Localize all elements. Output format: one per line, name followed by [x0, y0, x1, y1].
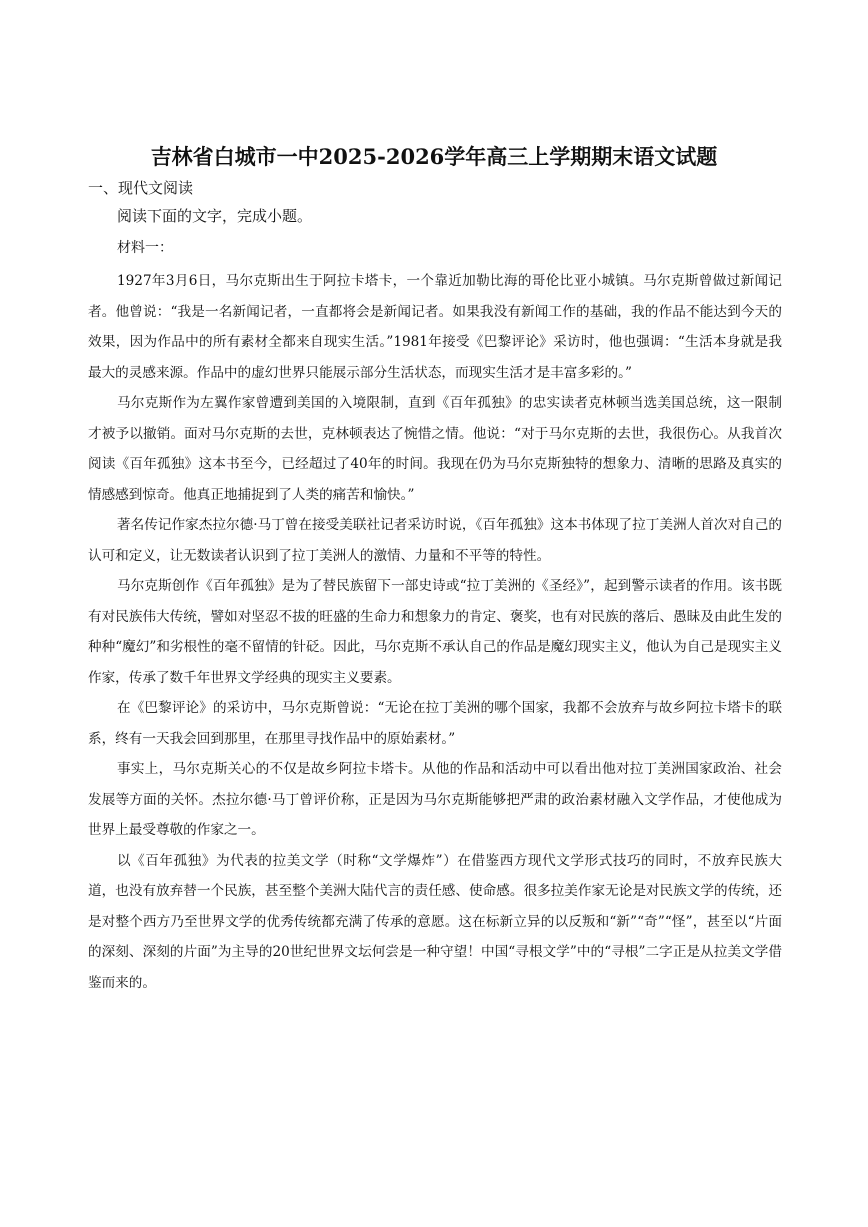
- document-title: 吉林省白城市一中2025-2026学年高三上学期期末语文试题: [150, 144, 718, 169]
- paragraph: 马尔克斯创作《百年孤独》是为了替民族留下一部史诗或“拉丁美洲的《圣经》”，起到警示读者的作用。该书既有对民族伟大传统，譬如对坚忍不拔的旺盛的生命力和想象力的肯定、褒奖，也有对民族的落后、愚昧及由此生发的种种“魔幻”和劣根性的毫不留情的针砭。因此，马尔克斯不承认自己的作品是魔幻现实主义，他认为自己是现实主义作家，传承了数千年世界文学经典的现实主义要素。: [88, 578, 782, 686]
- passage-body: [88, 266, 782, 998]
- paragraph: 马尔克斯作为左翼作家曾遭到美国的入境限制，直到《百年孤独》的忠实读者克林顿当选美国总统，这一限制才被予以撤销。面对马尔克斯的去世，克林顿表达了惋惜之情。他说：“对于马尔克斯的去世，我很伤心。从我首次阅读《百年孤独》这本书至今，已经超过了40年的时间。我现在仍为马尔克斯独特的想象力、清晰的思路及真实的情感感到惊奇。他真正地捕捉到了人类的痛苦和愉快。”: [88, 395, 782, 503]
- paragraph: 在《巴黎评论》的采访中，马尔克斯曾说：“无论在拉丁美洲的哪个国家，我都不会放弃与故乡阿拉卡塔卡的联系，终有一天我会回到那里，在那里寻找作品中的原始素材。”: [88, 700, 782, 747]
- material-label: 材料一：: [117, 240, 173, 256]
- paragraph: 1927年3月6日，马尔克斯出生于阿拉卡塔卡，一个靠近加勒比海的哥伦比亚小城镇。马尔克斯曾做过新闻记者。他曾说：“我是一名新闻记者，一直都将会是新闻记者。如果我没有新闻工作的基础，我的作品不能达到今天的效果，因为作品中的所有素材全都来自现实生活。”1981年接受《巴黎评论》采访时，他也强调：“生活本身就是我最大的灵感来源。作品中的虚幻世界只能展示部分生活状态，而现实生活才是丰富多彩的。”: [88, 273, 782, 381]
- paragraph: 著名传记作家杰拉尔德·马丁曾在接受美联社记者采访时说，《百年孤独》这本书体现了拉丁美洲人首次对自己的认可和定义，让无数读者认识到了拉丁美洲人的激情、力量和不平等的特性。: [88, 517, 782, 564]
- reading-instruction: 阅读下面的文字，完成小题。: [117, 207, 313, 225]
- paragraph: 事实上，马尔克斯关心的不仅是故乡阿拉卡塔卡。从他的作品和活动中可以看出他对拉丁美洲国家政治、社会发展等方面的关怀。杰拉尔德·马丁曾评价称，正是因为马尔克斯能够把严肃的政治素材融入文学作品，才使他成为世界上最受尊敬的作家之一。: [88, 761, 782, 838]
- paragraph: 以《百年孤独》为代表的拉美文学（时称“文学爆炸”）在借鉴西方现代文学形式技巧的同时，不放弃民族大道，也没有放弃替一个民族，甚至整个美洲大陆代言的责任感、使命感。很多拉美作家无论是对民族文学的传统，还是对整个西方乃至世界文学的优秀传统都充满了传承的意愿。这在标新立异的以反叛和“新”“奇”“怪”，甚至以“片面的深刻、深刻的片面”为主导的20世纪世界文坛何尝是一种守望！中国“寻根文学”中的“寻根”二字正是从拉美文学借鉴而来的。: [88, 852, 782, 991]
- section-heading: 一、现代文阅读: [88, 179, 194, 197]
